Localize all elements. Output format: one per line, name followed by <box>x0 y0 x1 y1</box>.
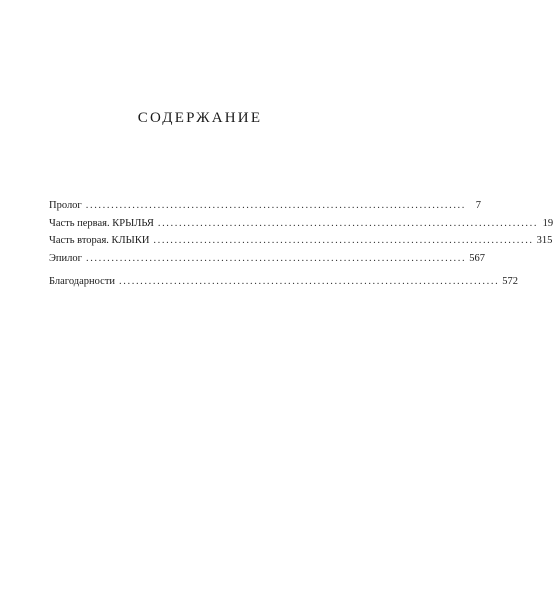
toc-entry-epilogue <box>49 252 485 271</box>
toc-entry-label: Пролог <box>49 200 82 211</box>
toc-entry-page: 567 <box>469 252 485 264</box>
toc-entry-label: Благодарности <box>49 276 116 287</box>
toc-entry-label: Часть вторая. КЛЫКИ <box>49 235 150 246</box>
toc-entry-label: Часть первая. КРЫЛЬЯ <box>49 217 154 229</box>
dot-leader: .......................................................................................... <box>85 200 466 211</box>
dot-leader: .......................................................................................... <box>153 235 534 246</box>
toc-entry-page: 315 <box>536 235 553 246</box>
toc-entry-part-one <box>49 217 553 236</box>
toc-entry-page: 19 <box>542 217 553 229</box>
toc-entry-page: 7 <box>475 200 481 211</box>
dot-leader: .......................................................................................... <box>85 252 467 264</box>
toc-entry-part-two <box>49 235 553 253</box>
table-of-contents <box>49 200 553 294</box>
dot-leader: .......................................................................................... <box>119 276 500 287</box>
dot-leader: .......................................................................................... <box>157 217 539 229</box>
toc-entry-label: Эпилог <box>49 252 82 264</box>
toc-entry-prologue <box>49 200 481 218</box>
page-title: СОДЕРЖАНИЕ <box>137 110 263 126</box>
toc-entry-acknowledgements <box>49 276 519 294</box>
toc-entry-page: 572 <box>502 276 519 287</box>
